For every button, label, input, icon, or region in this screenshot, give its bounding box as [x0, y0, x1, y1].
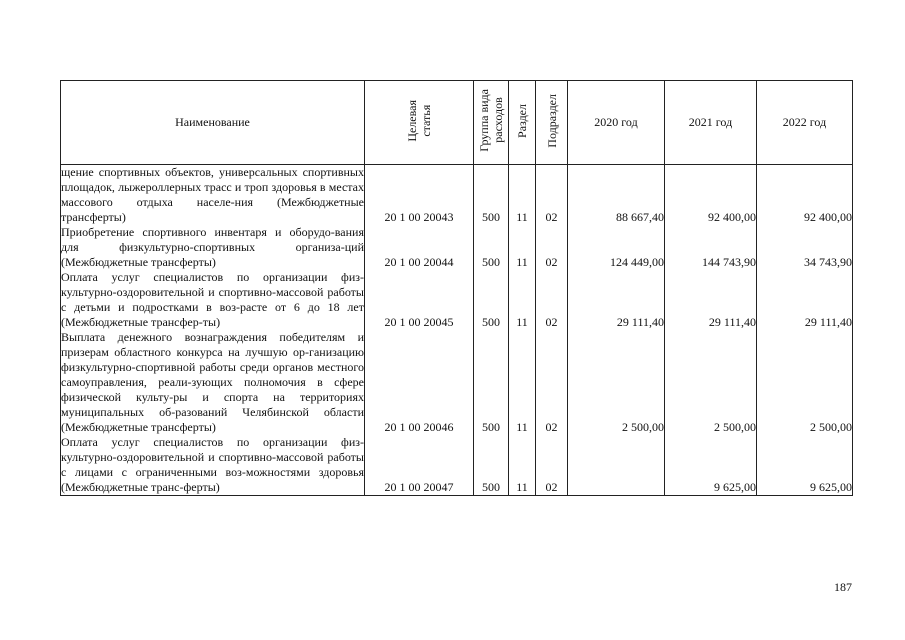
cell-y2022: 34 743,90 — [757, 225, 853, 270]
cell-subsection: 02 — [536, 165, 568, 226]
budget-table — [60, 80, 853, 496]
cell-group: 500 — [474, 225, 509, 270]
cell-subsection: 02 — [536, 435, 568, 496]
cell-subsection: 02 — [536, 225, 568, 270]
cell-y2020: 29 111,40 — [568, 270, 665, 330]
page-number: 187 — [834, 580, 852, 594]
cell-y2020 — [568, 435, 665, 496]
header-name: Наименование — [61, 81, 365, 165]
cell-group: 500 — [474, 330, 509, 435]
cell-y2020: 124 449,00 — [568, 225, 665, 270]
header-section-label: Раздел — [515, 103, 529, 138]
header-target — [365, 81, 474, 165]
cell-name: Оплата услуг специалистов по организации физ-культурно-оздоровительной и спортивно-массовой работы с лицами с ограниченными воз-можностями здоровья (Межбюджетные транс-ферты) — [61, 435, 364, 494]
cell-y2021: 92 400,00 — [665, 165, 757, 226]
header-subsection — [536, 81, 568, 165]
header-group-label: Группа вида расходов — [477, 89, 505, 152]
table-row — [61, 270, 853, 330]
cell-y2020: 88 667,40 — [568, 165, 665, 226]
cell-y2022: 92 400,00 — [757, 165, 853, 226]
table-row — [61, 330, 853, 435]
cell-section: 11 — [509, 225, 536, 270]
header-row — [61, 81, 853, 165]
cell-y2021: 29 111,40 — [665, 270, 757, 330]
cell-group: 500 — [474, 165, 509, 226]
header-section — [509, 81, 536, 165]
table-row — [61, 165, 853, 226]
cell-y2022: 9 625,00 — [757, 435, 853, 496]
cell-group: 500 — [474, 270, 509, 330]
cell-section: 11 — [509, 165, 536, 226]
header-2022: 2022 год — [757, 81, 853, 165]
cell-target: 20 1 00 20046 — [365, 330, 474, 435]
cell-name: Оплата услуг специалистов по организации физ-культурно-оздоровительной и спортивно-массовой работы с детьми и подростками в воз-расте от 6 до 18 лет (Межбюджетные трансфер-ты) — [61, 270, 364, 329]
header-target-label: Целевая статья — [405, 99, 433, 142]
header-subsection-label: Подраздел — [544, 93, 559, 148]
cell-target: 20 1 00 20047 — [365, 435, 474, 496]
cell-section: 11 — [509, 330, 536, 435]
cell-name: щение спортивных объектов, универсальных спортивных площадок, лыжероллерных трасс и троп здоровья в местах массового отдыха населе-ния (Межбюджетные трансферты) — [61, 165, 364, 224]
cell-section: 11 — [509, 435, 536, 496]
cell-y2021: 9 625,00 — [665, 435, 757, 496]
cell-y2021: 2 500,00 — [665, 330, 757, 435]
cell-target: 20 1 00 20043 — [365, 165, 474, 226]
cell-y2021: 144 743,90 — [665, 225, 757, 270]
cell-y2022: 2 500,00 — [757, 330, 853, 435]
cell-target: 20 1 00 20045 — [365, 270, 474, 330]
cell-target: 20 1 00 20044 — [365, 225, 474, 270]
cell-subsection: 02 — [536, 330, 568, 435]
table-row — [61, 225, 853, 270]
header-group — [474, 81, 509, 165]
header-2020: 2020 год — [568, 81, 665, 165]
table-row — [61, 435, 853, 496]
cell-subsection: 02 — [536, 270, 568, 330]
cell-y2020: 2 500,00 — [568, 330, 665, 435]
cell-section: 11 — [509, 270, 536, 330]
cell-group: 500 — [474, 435, 509, 496]
cell-y2022: 29 111,40 — [757, 270, 853, 330]
header-2021: 2021 год — [665, 81, 757, 165]
cell-name: Выплата денежного вознаграждения победителям и призерам областного конкурса на лучшую ор-ганизацию физкультурно-спортивной работы среди органов местного самоуправления, реали-зующих полномочия в сфере физической культу-ры и спорта на территориях муниципальных об-разований Челябинской области (Межбюджетные трансферты) — [61, 330, 364, 434]
cell-name: Приобретение спортивного инвентаря и оборудо-вания для физкультурно-спортивных организа-ций (Межбюджетные трансферты) — [61, 225, 364, 269]
